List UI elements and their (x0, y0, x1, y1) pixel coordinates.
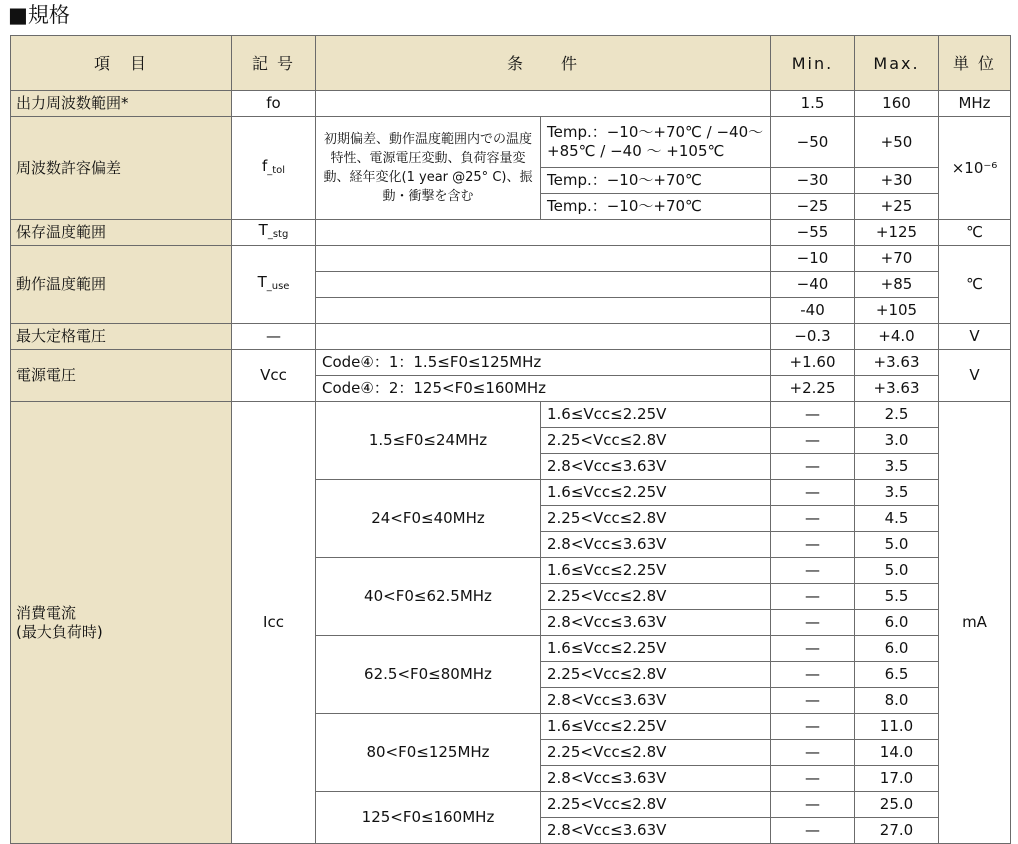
max-cell: 5.0 (855, 558, 939, 584)
header-row (11, 36, 1011, 91)
max-cell: +125 (855, 220, 939, 246)
symbol-main: T (258, 221, 268, 239)
min-cell: — (771, 740, 855, 766)
max-cell: 6.0 (855, 636, 939, 662)
max-cell: 17.0 (855, 766, 939, 792)
min-cell: — (771, 506, 855, 532)
symbol-sub: _tol (267, 164, 286, 176)
max-cell: 14.0 (855, 740, 939, 766)
unit-cell: MHz (939, 91, 1011, 117)
min-cell: −55 (771, 220, 855, 246)
max-cell: +70 (855, 246, 939, 272)
min-cell: −40 (771, 272, 855, 298)
vcc-range-cell: 2.8<Vcc≤3.63V (541, 688, 771, 714)
min-cell: — (771, 558, 855, 584)
max-cell: 27.0 (855, 818, 939, 844)
header-item: 項 目 (11, 36, 232, 91)
max-cell: 3.5 (855, 454, 939, 480)
max-cell: 11.0 (855, 714, 939, 740)
max-cell: 4.5 (855, 506, 939, 532)
min-cell: -40 (771, 298, 855, 324)
max-cell: +50 (855, 117, 939, 168)
condition-cell (316, 246, 771, 272)
condition-cell: Code④：2：125<F0≤160MHz (316, 376, 771, 402)
min-cell: +1.60 (771, 350, 855, 376)
item-label-line1: 消費電流 (16, 603, 77, 622)
max-cell: 5.0 (855, 532, 939, 558)
max-cell: 160 (855, 91, 939, 117)
vcc-range-cell: 2.8<Vcc≤3.63V (541, 532, 771, 558)
max-cell: 3.0 (855, 428, 939, 454)
min-cell: — (771, 688, 855, 714)
max-cell: +25 (855, 194, 939, 220)
vcc-range-cell: 2.8<Vcc≤3.63V (541, 818, 771, 844)
unit-cell: mA (939, 402, 1011, 844)
max-cell: +3.63 (855, 350, 939, 376)
max-cell: +85 (855, 272, 939, 298)
item-label (11, 402, 232, 844)
min-cell: — (771, 766, 855, 792)
condition-cell: Temp.：−10～+70℃ (541, 194, 771, 220)
row-supply-voltage (11, 350, 1011, 376)
max-cell: +30 (855, 168, 939, 194)
unit-cell: ×10⁻⁶ (939, 117, 1011, 220)
min-cell: +2.25 (771, 376, 855, 402)
item-label: 電源電圧 (11, 350, 232, 402)
unit-cell: ℃ (939, 246, 1011, 324)
header-condition: 条 件 (316, 36, 771, 91)
tolerance-note: 初期偏差、動作温度範囲内での温度特性、電源電圧変動、負荷容量変動、経年変化(1 year @25° C)、振動・衝撃を含む (316, 117, 541, 220)
min-cell: — (771, 480, 855, 506)
item-label: 保存温度範囲 (11, 220, 232, 246)
row-current (11, 402, 1011, 428)
row-storage-temp (11, 220, 1011, 246)
max-cell: 3.5 (855, 480, 939, 506)
freq-range-cell: 125<F0≤160MHz (316, 792, 541, 844)
min-cell: — (771, 402, 855, 428)
spec-table (10, 35, 1011, 844)
condition-cell: Temp.：−10～+70℃ (541, 168, 771, 194)
row-freq-range (11, 91, 1011, 117)
symbol-cell (232, 117, 316, 220)
symbol-sub: _stg (267, 229, 289, 240)
unit-cell: V (939, 324, 1011, 350)
item-label: 周波数許容偏差 (11, 117, 232, 220)
unit-cell: ℃ (939, 220, 1011, 246)
max-cell: +105 (855, 298, 939, 324)
min-cell: — (771, 584, 855, 610)
header-max: Max. (855, 36, 939, 91)
symbol-cell: Vcc (232, 350, 316, 402)
max-cell: 2.5 (855, 402, 939, 428)
freq-range-cell: 24<F0≤40MHz (316, 480, 541, 558)
condition-cell: Code④：1：1.5≤F0≤125MHz (316, 350, 771, 376)
vcc-range-cell: 2.8<Vcc≤3.63V (541, 610, 771, 636)
row-operating-temp (11, 246, 1011, 272)
page-title: ■規格 (8, 3, 70, 27)
min-cell: — (771, 636, 855, 662)
condition-cell (316, 324, 771, 350)
vcc-range-cell: 2.25<Vcc≤2.8V (541, 792, 771, 818)
vcc-range-cell: 2.25<Vcc≤2.8V (541, 662, 771, 688)
symbol-cell: — (232, 324, 316, 350)
vcc-range-cell: 1.6≤Vcc≤2.25V (541, 480, 771, 506)
row-abs-max-voltage (11, 324, 1011, 350)
vcc-range-cell: 1.6≤Vcc≤2.25V (541, 714, 771, 740)
min-cell: — (771, 428, 855, 454)
condition-cell: Temp.：−10～+70℃ / −40～+85℃ / −40 ～ +105℃ (541, 117, 771, 168)
vcc-range-cell: 2.8<Vcc≤3.63V (541, 766, 771, 792)
freq-range-cell: 80<F0≤125MHz (316, 714, 541, 792)
max-cell: +3.63 (855, 376, 939, 402)
unit-cell: V (939, 350, 1011, 402)
max-cell: 5.5 (855, 584, 939, 610)
min-cell: — (771, 454, 855, 480)
condition-cell (316, 220, 771, 246)
min-cell: −0.3 (771, 324, 855, 350)
item-label: 出力周波数範囲* (11, 91, 232, 117)
max-cell: 25.0 (855, 792, 939, 818)
min-cell: — (771, 714, 855, 740)
symbol-cell: Icc (232, 402, 316, 844)
vcc-range-cell: 1.6≤Vcc≤2.25V (541, 402, 771, 428)
min-cell: 1.5 (771, 91, 855, 117)
symbol-main: f (261, 156, 268, 175)
max-cell: 6.5 (855, 662, 939, 688)
vcc-range-cell: 2.25<Vcc≤2.8V (541, 506, 771, 532)
header-unit: 単 位 (939, 36, 1011, 91)
item-label: 動作温度範囲 (11, 246, 232, 324)
min-cell: — (771, 610, 855, 636)
header-min: Min. (771, 36, 855, 91)
condition-cell (316, 91, 771, 117)
condition-cell (316, 272, 771, 298)
condition-cell (316, 298, 771, 324)
vcc-range-cell: 2.25<Vcc≤2.8V (541, 584, 771, 610)
min-cell: −25 (771, 194, 855, 220)
item-label-line2: (最大負荷時) (16, 622, 103, 641)
freq-range-cell: 62.5<F0≤80MHz (316, 636, 541, 714)
vcc-range-cell: 2.8<Vcc≤3.63V (541, 454, 771, 480)
max-cell: +4.0 (855, 324, 939, 350)
min-cell: −50 (771, 117, 855, 168)
symbol-sub: _use (266, 281, 290, 292)
vcc-range-cell: 1.6≤Vcc≤2.25V (541, 558, 771, 584)
min-cell: — (771, 792, 855, 818)
item-label: 最大定格電圧 (11, 324, 232, 350)
freq-range-cell: 40<F0≤62.5MHz (316, 558, 541, 636)
min-cell: — (771, 662, 855, 688)
symbol-main: T (257, 273, 267, 291)
min-cell: — (771, 532, 855, 558)
symbol-cell: fo (232, 91, 316, 117)
vcc-range-cell: 1.6≤Vcc≤2.25V (541, 636, 771, 662)
max-cell: 8.0 (855, 688, 939, 714)
symbol-cell (232, 246, 316, 324)
min-cell: — (771, 818, 855, 844)
vcc-range-cell: 2.25<Vcc≤2.8V (541, 740, 771, 766)
vcc-range-cell: 2.25<Vcc≤2.8V (541, 428, 771, 454)
min-cell: −10 (771, 246, 855, 272)
freq-range-cell: 1.5≤F0≤24MHz (316, 402, 541, 480)
max-cell: 6.0 (855, 610, 939, 636)
header-symbol: 記 号 (232, 36, 316, 91)
row-freq-tol (11, 117, 1011, 168)
symbol-cell (232, 220, 316, 246)
min-cell: −30 (771, 168, 855, 194)
